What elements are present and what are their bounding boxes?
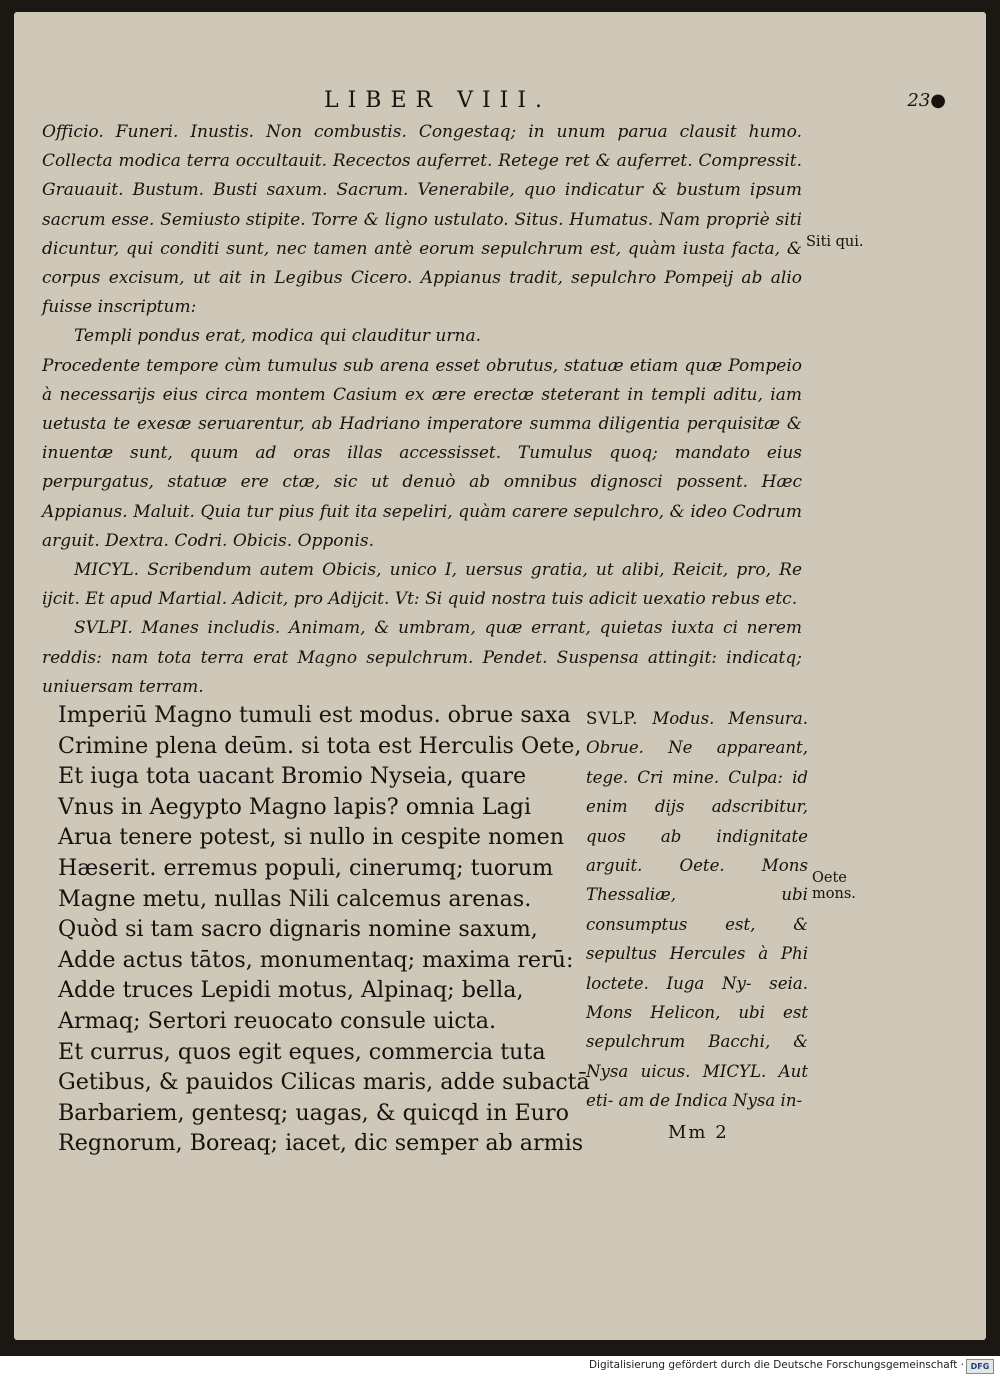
poem-line: Hæserit. erremus populi, cinerumq; tuorum — [58, 854, 554, 881]
poem-line: Et currus, quos egit eques, commercia tuta — [58, 1038, 546, 1065]
poem-line: Magne metu, nullas Nili calcemus arenas. — [58, 885, 532, 912]
poem-line: Vnus in Aegypto Magno lapis? omnia Lagi — [58, 793, 532, 820]
poem-line: Barbariem, gentesq; uagas, & quicqd in Euro — [58, 1099, 569, 1126]
poem-line: Regnorum, Boreaq; iacet, dic semper ab armis — [58, 1130, 584, 1157]
gloss-column — [586, 704, 808, 1116]
poem-line: Et iuga tota uacant Bromio Nyseia, quare — [58, 763, 527, 790]
page-header — [14, 88, 986, 118]
poem-line: Adde actus tātos, monumentaq; maxima rerū: — [58, 946, 574, 973]
commentary-micyl: MICYL. Scribendum autem Obicis, unico I, uersus gratia, ut alibi, Reicit, pro, Re ijcit. Et apud Martial. Adicit, pro Adijcit. Vt: Si quid nostra tuis adicit uexatio rebus etc. — [42, 560, 802, 610]
signature-mark: Mm 2 — [668, 1122, 729, 1143]
book-page — [14, 12, 986, 1340]
poem-line: Quòd si tam sacro dignaris nomine saxum, — [58, 916, 538, 943]
gloss-text: Modus. Mensura. Obrue. Ne appareant, tege. Cri mine. Culpa: id enim dijs adscribitur, quos ab indignitate arguit. Oete. Mons Thessaliæ, ubi consumptus est, & sepultus Hercules à Phi loctete. Iuga Ny- seia. Mons Helicon, ubi est sepulchrum Bacchi, & Nysa uicus. MICYL. Aut eti- am de Indica Nysa in- — [586, 709, 809, 1111]
poem-line: Imperiū Magno tumuli est modus. obrue saxa — [58, 702, 571, 728]
footer-bar — [0, 1356, 1000, 1376]
commentary-block — [42, 118, 802, 702]
poem-block — [58, 700, 588, 1159]
footer-credit: Digitalisierung gefördert durch die Deutsche Forschungsgemeinschaft · — [588, 1359, 964, 1371]
commentary-quote: Templi pondus erat, modica qui clauditur urna. — [74, 326, 481, 347]
poem-line: Getibus, & pauidos Cilicas maris, adde subactā — [58, 1069, 590, 1096]
poem-line: Armaq; Sertori reuocato consule uicta. — [58, 1007, 496, 1034]
gloss-lead: SVLP. — [586, 709, 639, 728]
dfg-logo-icon: DFG — [966, 1359, 994, 1374]
commentary-sulpi: SVLPI. Manes includis. Animam, & umbram, quæ errant, quietas iuxta ci nerem reddis: nam tota terra erat Magno sepulchrum. Pendet. Suspensa attingit: indicatq; uniuersam terram. — [42, 618, 802, 697]
commentary-paragraph-1: Officio. Funeri. Inustis. Non combustis. Congestaq; in unum parua clausit humo. Collecta modica terra occultauit. Recectos auferret. Retege ret & auferret. Compressit. Grauauit. Bustum. Busti saxum. Sacrum. Venerabile, quo indicatur & bustum ipsum sacrum esse. Semiusto stipite. Torre & ligno ustulato. Situs. Humatus. Nam propriè siti dicuntur, qui conditi sunt, nec tamen antè eorum sepulchrum est, quàm iusta facta, & corpus excisum, ut ait in Legibus Cicero. Appianus tradit, sepulchro Pompeij ab alio fuisse inscriptum: — [42, 122, 802, 318]
margin-note-oete: Oete mons. — [812, 870, 856, 902]
running-title: LIBER VIII. — [324, 88, 552, 113]
poem-line: Adde truces Lepidi motus, Alpinaq; bella, — [58, 977, 524, 1004]
poem-line: Crimine plena deūm. si tota est Herculis Oete, — [58, 732, 582, 759]
margin-note-siti: Siti qui. — [806, 234, 864, 250]
poem-line: Arua tenere potest, si nullo in cespite nomen — [58, 824, 565, 851]
page-number: 23● — [907, 90, 946, 111]
commentary-paragraph-2: Procedente tempore cùm tumulus sub arena esset obrutus, statuæ etiam quæ Pompeio à necessarijs eius circa montem Casium ex ære erectæ steterant in templi aditu, iam uetusta te exesæ seruarentur, ab Hadriano imperatore summa diligentia perquisitæ & inuentæ sunt, quum ad oras illas accessisset. Tumulus quoq; mandato eius perpurgatus, statuæ ere ctæ, sic ut denuò ab omnibus dignosci possent. Hæc Appianus. Maluit. Quia tur pius fuit ita sepeliri, quàm carere sepulchro, & ideo Codrum arguit. Dextra. Codri. Obicis. Opponis. — [42, 355, 802, 551]
